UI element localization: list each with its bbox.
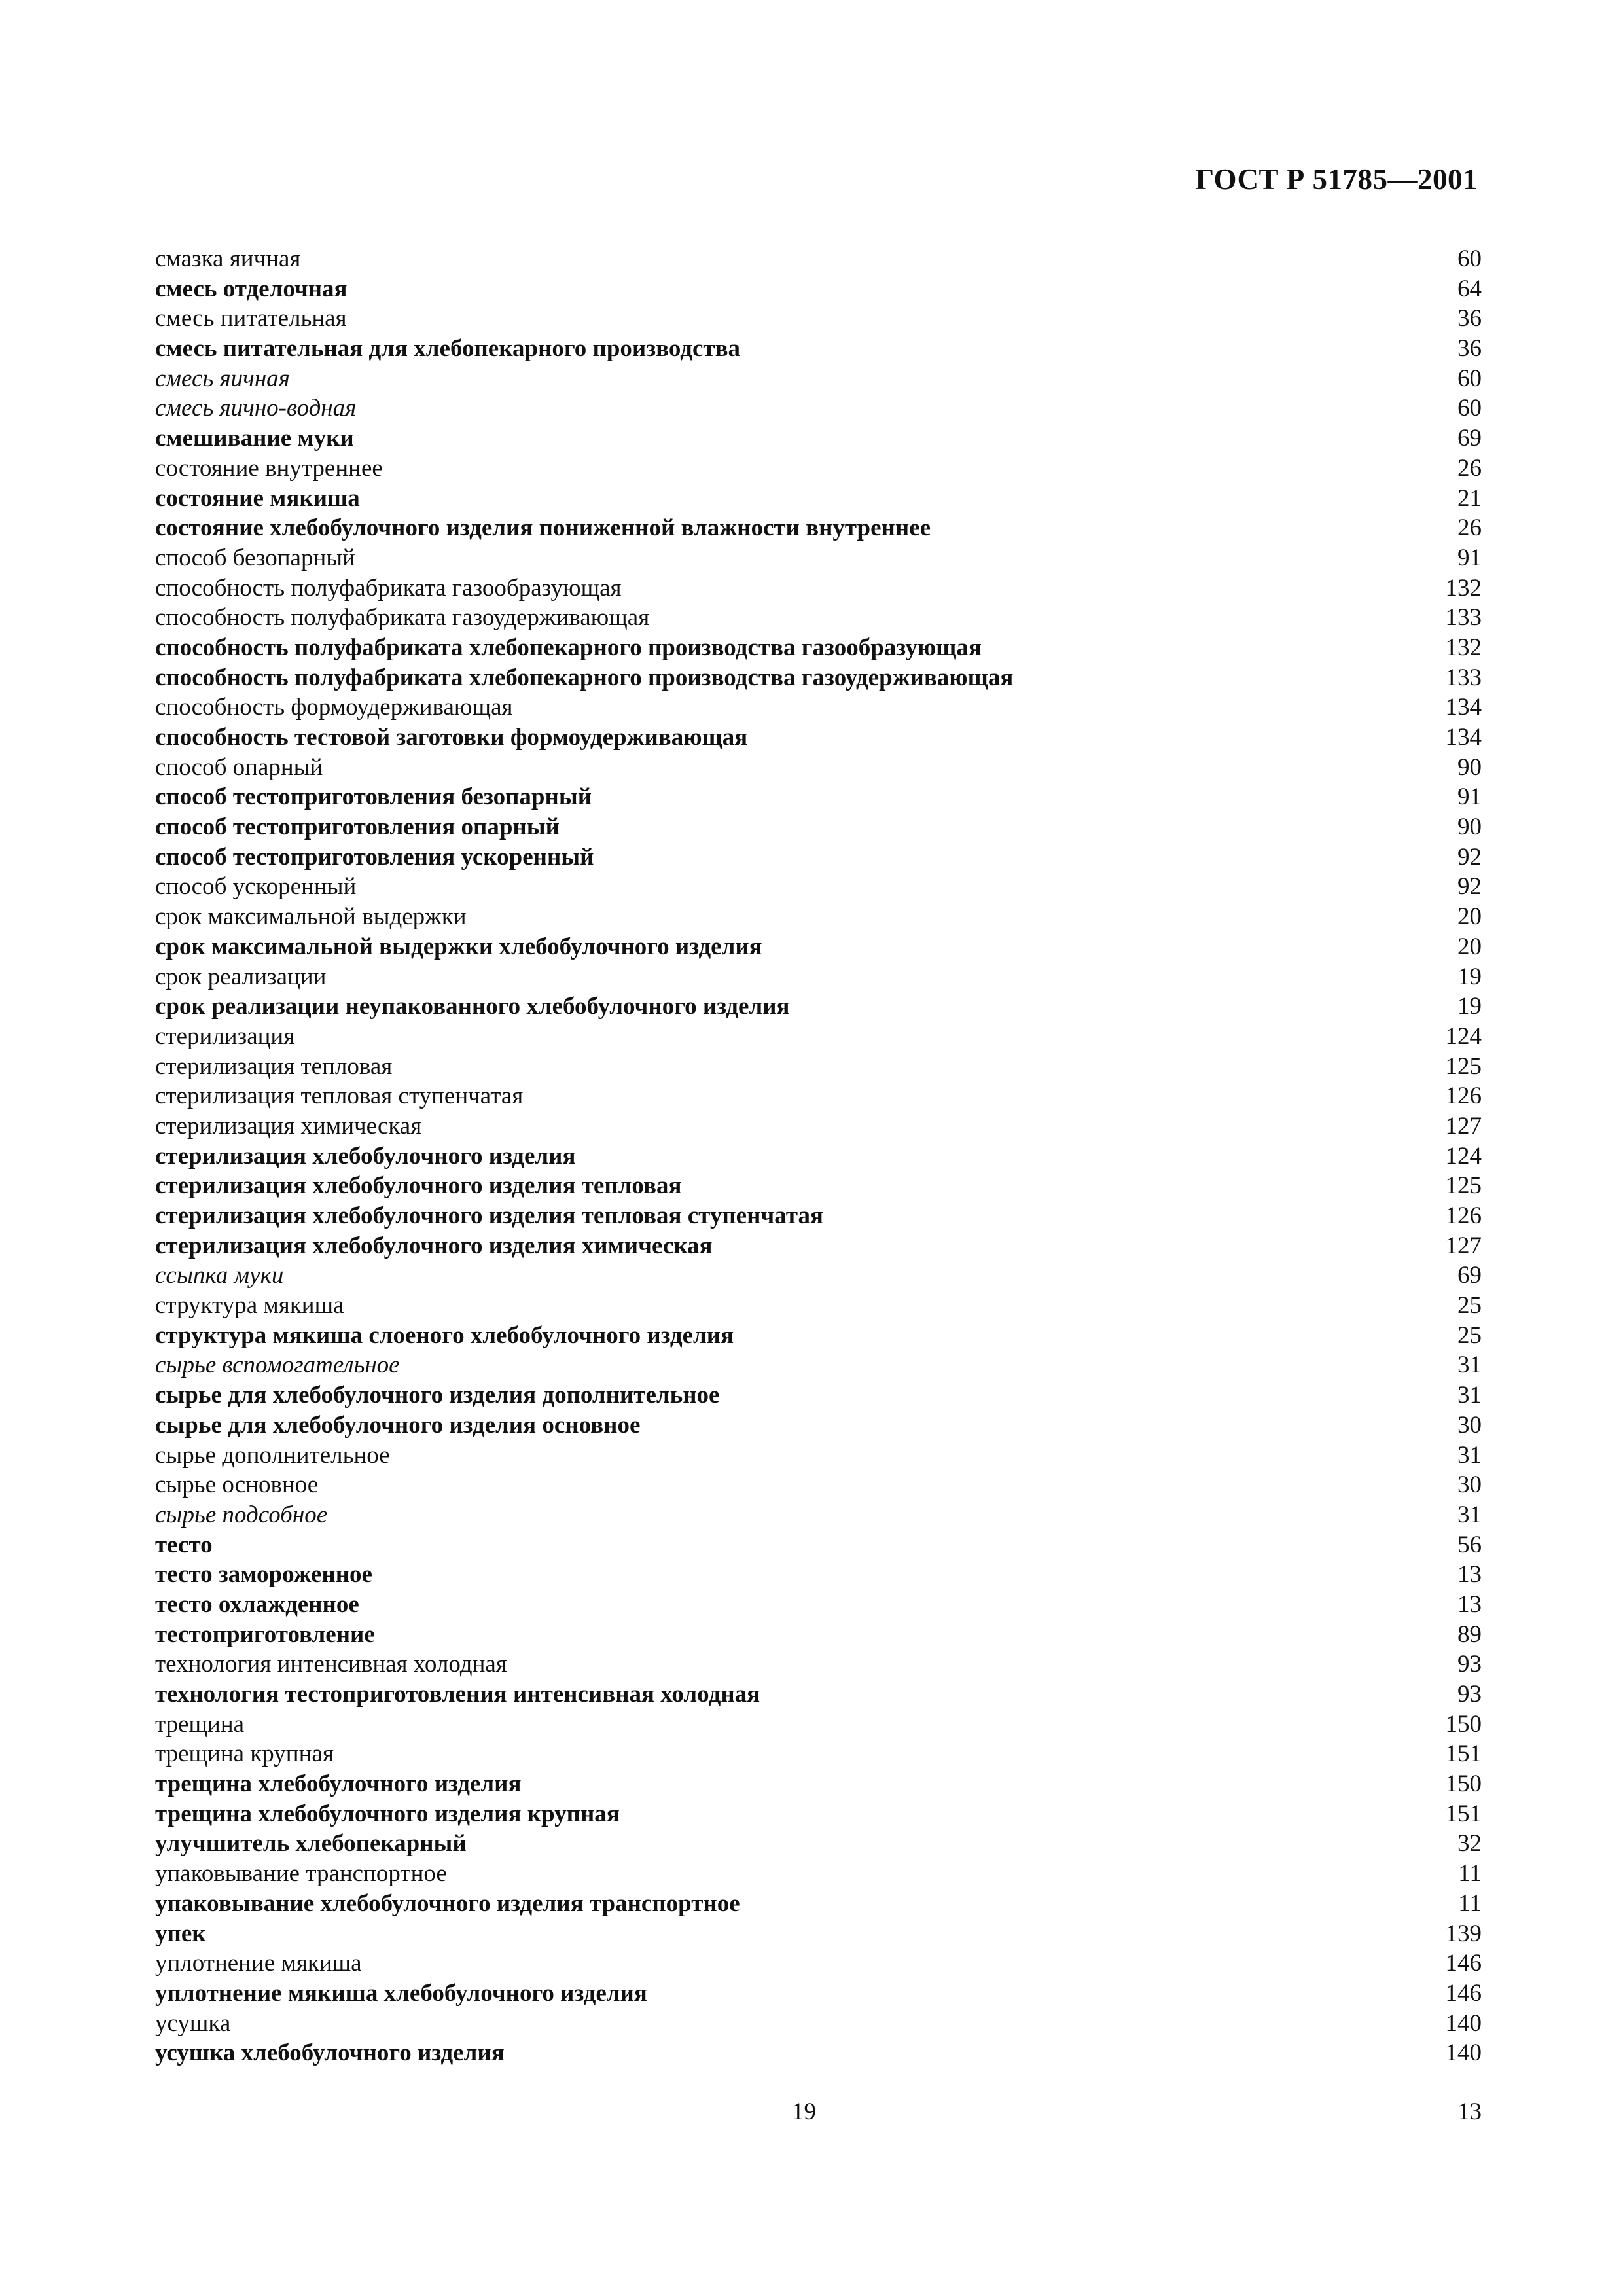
index-entry: [155, 1919, 1482, 1949]
index-entry: [155, 1081, 1482, 1111]
index-term: способность тестовой заготовки формоудерживающая: [155, 724, 748, 751]
index-entry: [155, 1500, 1482, 1530]
index-term: стерилизация тепловая: [155, 1052, 393, 1080]
index-page-number: 126: [1445, 1202, 1482, 1229]
index-entry: [155, 1171, 1482, 1201]
index-page-number: 36: [1457, 335, 1482, 363]
index-term: структура мякиша: [155, 1292, 344, 1319]
index-page-number: 89: [1457, 1621, 1482, 1648]
index-entry: [155, 1590, 1482, 1620]
index-term: трещина крупная: [155, 1740, 334, 1768]
index-term: срок реализации: [155, 963, 327, 990]
index-entry: [155, 1470, 1482, 1500]
index-page-number: 146: [1445, 1950, 1482, 1977]
index-entry: [155, 1261, 1482, 1291]
index-page-number: 19: [1457, 963, 1482, 990]
index-entry: [155, 1710, 1482, 1740]
index-term: смесь яично-водная: [155, 395, 357, 422]
index-page-number: 92: [1457, 873, 1482, 901]
index-page-number: 126: [1445, 1083, 1482, 1110]
index-entry: [155, 1799, 1482, 1829]
index-page-number: 56: [1457, 1531, 1482, 1558]
index-entry: [155, 1829, 1482, 1859]
index-page-number: 92: [1457, 843, 1482, 870]
index-page-number: 11: [1458, 1860, 1482, 1888]
index-term: сырье для хлебобулочного изделия дополнительное: [155, 1382, 720, 1409]
index-entry: [155, 454, 1482, 484]
index-page-number: 69: [1457, 425, 1482, 452]
index-page-number: 133: [1445, 664, 1482, 691]
index-term: усушка: [155, 2009, 231, 2037]
index-term: способность полуфабриката газообразующая: [155, 574, 622, 601]
index-term: состояние внутреннее: [155, 454, 383, 482]
index-term: срок реализации неупакованного хлебобулочного изделия: [155, 993, 790, 1020]
index-entry: [155, 1620, 1482, 1650]
index-page-number: 132: [1445, 574, 1482, 601]
index-page-number: 90: [1457, 814, 1482, 841]
index-entry: [155, 304, 1482, 334]
index-term: стерилизация хлебобулочного изделия тепловая: [155, 1172, 682, 1200]
index-entry: [155, 1859, 1482, 1889]
footer-page-number-right: 13: [1457, 2098, 1482, 2125]
index-entry: [155, 244, 1482, 274]
index-entry: [155, 513, 1482, 543]
index-entry: [155, 1739, 1482, 1769]
index-term: упаковывание транспортное: [155, 1860, 447, 1888]
index-entry: [155, 573, 1482, 603]
index-entry: [155, 842, 1482, 872]
index-entry: [155, 1679, 1482, 1710]
index-page-number: 26: [1457, 514, 1482, 542]
index-term: состояние мякиша: [155, 484, 360, 512]
index-term: срок максимальной выдержки хлебобулочного изделия: [155, 933, 762, 960]
index-page-number: 30: [1457, 1471, 1482, 1499]
index-entry: [155, 723, 1482, 753]
index-page-number: 134: [1445, 694, 1482, 721]
index-term: способ ускоренный: [155, 873, 357, 901]
index-term: способность полуфабриката газоудерживающая: [155, 604, 650, 632]
document-header: ГОСТ Р 51785—2001: [1195, 163, 1478, 196]
index-entry: [155, 2038, 1482, 2068]
index-page-number: 31: [1457, 1441, 1482, 1469]
index-entry: [155, 1889, 1482, 1919]
index-page-number: 127: [1445, 1112, 1482, 1139]
index-entry: [155, 1141, 1482, 1172]
index-page-number: 20: [1457, 903, 1482, 931]
index-page-number: 140: [1445, 2009, 1482, 2037]
index-page-number: 25: [1457, 1321, 1482, 1349]
index-term: улучшитель хлебопекарный: [155, 1830, 467, 1857]
index-term: технология интенсивная холодная: [155, 1651, 507, 1678]
index-term: способ безопарный: [155, 544, 355, 571]
index-entry: [155, 1769, 1482, 1799]
index-term: способность полуфабриката хлебопекарного производства газоудерживающая: [155, 664, 1014, 691]
index-entry: [155, 872, 1482, 902]
index-page-number: 139: [1445, 1920, 1482, 1947]
index-page-number: 31: [1457, 1501, 1482, 1528]
index-page-number: 133: [1445, 604, 1482, 632]
index-term: трещина хлебобулочного изделия крупная: [155, 1800, 620, 1827]
index-page-number: 151: [1445, 1800, 1482, 1827]
index-page-number: 124: [1445, 1142, 1482, 1170]
index-term: стерилизация тепловая ступенчатая: [155, 1083, 524, 1110]
index-page-number: 31: [1457, 1352, 1482, 1379]
index-page-number: 93: [1457, 1651, 1482, 1678]
index-page-number: 20: [1457, 933, 1482, 960]
index-page-number: 93: [1457, 1681, 1482, 1708]
index-entry: [155, 1948, 1482, 1979]
index-term: сырье основное: [155, 1471, 319, 1499]
index-page-number: 11: [1458, 1890, 1482, 1917]
index-term: трещина: [155, 1710, 245, 1738]
index-page-number: 30: [1457, 1411, 1482, 1439]
index-page-number: 151: [1445, 1740, 1482, 1768]
index-term: способ тестоприготовления опарный: [155, 814, 560, 841]
index-entry: [155, 423, 1482, 454]
index-term: стерилизация хлебобулочного изделия химическая: [155, 1232, 713, 1259]
index-entry: [155, 2009, 1482, 2039]
index-entry: [155, 1231, 1482, 1261]
index-page-number: 60: [1457, 365, 1482, 392]
index-page-number: 125: [1445, 1172, 1482, 1200]
index-page-number: 124: [1445, 1022, 1482, 1050]
index-entry: [155, 1111, 1482, 1141]
index-term: смазка яичная: [155, 245, 301, 272]
index-page-number: 13: [1457, 1590, 1482, 1618]
index-entry: [155, 1649, 1482, 1679]
index-term: тесто: [155, 1531, 213, 1558]
index-entry: [155, 334, 1482, 364]
index-term: технология тестоприготовления интенсивная холодная: [155, 1681, 760, 1708]
footer-page-number-left: 19: [792, 2098, 816, 2125]
index-term: способ опарный: [155, 753, 323, 781]
index-page-number: 21: [1457, 484, 1482, 512]
index-page-number: 150: [1445, 1710, 1482, 1738]
index-term: тесто охлажденное: [155, 1590, 359, 1618]
index-entry: [155, 992, 1482, 1022]
index-page-number: 134: [1445, 724, 1482, 751]
index-term: упек: [155, 1920, 206, 1947]
index-term: стерилизация хлебобулочного изделия тепловая ступенчатая: [155, 1202, 823, 1229]
index-page-number: 13: [1457, 1561, 1482, 1588]
index-entry: [155, 692, 1482, 723]
index-entry: [155, 1441, 1482, 1471]
index-term: смесь отделочная: [155, 275, 348, 302]
index-page-number: 25: [1457, 1292, 1482, 1319]
index-page-number: 60: [1457, 395, 1482, 422]
index-term: тесто замороженное: [155, 1561, 372, 1588]
index-entry: [155, 1530, 1482, 1560]
index-entry: [155, 753, 1482, 783]
index-entry: [155, 633, 1482, 663]
index-page-number: 91: [1457, 544, 1482, 571]
index-entry: [155, 1201, 1482, 1231]
index-page-number: 150: [1445, 1770, 1482, 1798]
index-term: способ тестоприготовления безопарный: [155, 783, 592, 811]
index-term: смешивание муки: [155, 425, 354, 452]
index-page-number: 127: [1445, 1232, 1482, 1259]
index-entry: [155, 484, 1482, 514]
index-page-number: 90: [1457, 753, 1482, 781]
index-page-number: 19: [1457, 993, 1482, 1020]
index-entry: [155, 393, 1482, 423]
index-term: состояние хлебобулочного изделия пониженной влажности внутреннее: [155, 514, 931, 542]
index-page-number: 91: [1457, 783, 1482, 811]
index-entry: [155, 1022, 1482, 1052]
index-entry: [155, 603, 1482, 633]
index-term: сырье дополнительное: [155, 1441, 390, 1469]
index-page-number: 132: [1445, 634, 1482, 661]
index-page-number: 125: [1445, 1052, 1482, 1080]
index-entry: [155, 1350, 1482, 1380]
index-term: уплотнение мякиша: [155, 1950, 362, 1977]
index-term: смесь яичная: [155, 365, 290, 392]
index-entry: [155, 543, 1482, 573]
index-term: срок максимальной выдержки: [155, 903, 467, 931]
index-term: ссыпка муки: [155, 1262, 284, 1289]
index-term: усушка хлебобулочного изделия: [155, 2039, 505, 2067]
index-entry: [155, 812, 1482, 842]
index-page-number: 60: [1457, 245, 1482, 272]
index-entry: [155, 1052, 1482, 1082]
index-term: смесь питательная для хлебопекарного производства: [155, 335, 741, 363]
index-term: смесь питательная: [155, 305, 347, 332]
index-term: сырье для хлебобулочного изделия основное: [155, 1411, 641, 1439]
index-page-number: 31: [1457, 1382, 1482, 1409]
index-entry: [155, 782, 1482, 812]
index-entry: [155, 1291, 1482, 1321]
index-entry: [155, 1380, 1482, 1410]
index-entry: [155, 364, 1482, 394]
index-entry: [155, 1321, 1482, 1351]
index-term: способность формоудерживающая: [155, 694, 513, 721]
index-entry: [155, 1560, 1482, 1590]
index-entry: [155, 962, 1482, 992]
index-page-number: 32: [1457, 1830, 1482, 1857]
index-entry: [155, 902, 1482, 932]
index-term: сырье подсобное: [155, 1501, 328, 1528]
index-page-number: 140: [1445, 2039, 1482, 2067]
index-term: структура мякиша слоеного хлебобулочного изделия: [155, 1321, 734, 1349]
index-page-number: 69: [1457, 1262, 1482, 1289]
index-term: стерилизация хлебобулочного изделия: [155, 1142, 576, 1170]
index-term: сырье вспомогательное: [155, 1352, 400, 1379]
index-entry: [155, 932, 1482, 962]
index-page-number: 64: [1457, 275, 1482, 302]
index-entry: [155, 1979, 1482, 2009]
index-page-number: 146: [1445, 1979, 1482, 2007]
index-page-number: 26: [1457, 454, 1482, 482]
alphabetical-term-index: [155, 244, 1482, 2068]
index-term: трещина хлебобулочного изделия: [155, 1770, 522, 1798]
index-term: стерилизация химическая: [155, 1112, 422, 1139]
index-term: тестоприготовление: [155, 1621, 375, 1648]
index-entry: [155, 1410, 1482, 1441]
index-term: способ тестоприготовления ускоренный: [155, 843, 594, 870]
index-entry: [155, 274, 1482, 304]
index-term: уплотнение мякиша хлебобулочного изделия: [155, 1979, 647, 2007]
index-page-number: 36: [1457, 305, 1482, 332]
index-term: способность полуфабриката хлебопекарного производства газообразующая: [155, 634, 982, 661]
index-term: стерилизация: [155, 1022, 295, 1050]
index-term: упаковывание хлебобулочного изделия транспортное: [155, 1890, 740, 1917]
index-entry: [155, 663, 1482, 693]
